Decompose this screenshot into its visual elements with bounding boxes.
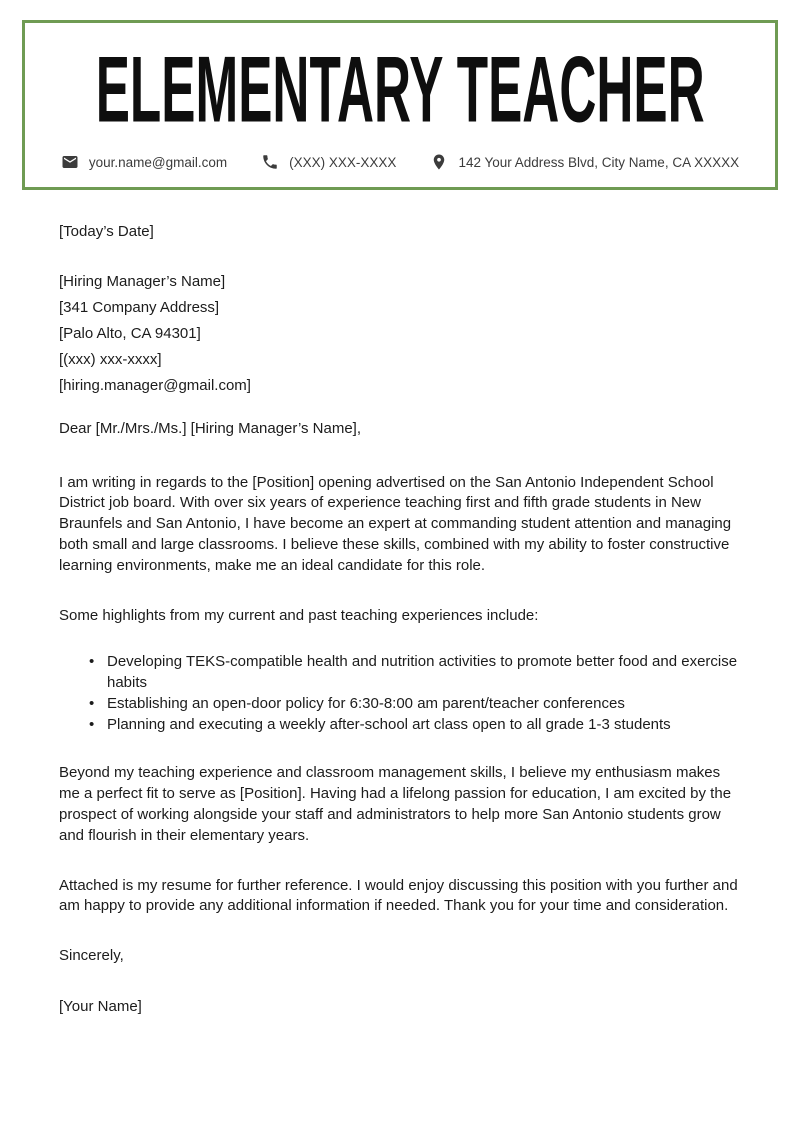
highlights-list bbox=[59, 651, 742, 735]
salutation: Dear [Mr./Mrs./Ms.] [Hiring Manager’s Name], bbox=[59, 419, 362, 437]
recipient-company-address: [341 Company Address] bbox=[59, 298, 220, 316]
contact-email bbox=[61, 153, 227, 171]
contact-address bbox=[430, 153, 739, 171]
page-title bbox=[0, 38, 800, 143]
date-line: [Today’s Date] bbox=[59, 223, 154, 240]
recipient-city-state-zip: [Palo Alto, CA 94301] bbox=[59, 324, 201, 342]
envelope-icon bbox=[61, 153, 79, 171]
phone-icon bbox=[261, 153, 279, 171]
paragraph-closing: Attached is my resume for further reference. I would enjoy discussing this position with you further and am happy to provide any additional information if needed. Thank you for your time and consideration. bbox=[59, 876, 738, 915]
header-banner bbox=[22, 20, 778, 190]
recipient-email: [hiring.manager@gmail.com] bbox=[59, 376, 251, 394]
highlight-item: • Planning and executing a weekly after-school art class open to all grade 1-3 students bbox=[107, 714, 742, 735]
highlight-item: • Establishing an open-door policy for 6:30-8:00 am parent/teacher conferences bbox=[107, 693, 742, 714]
recipient-name: [Hiring Manager’s Name] bbox=[59, 272, 226, 290]
contact-phone-text: (XXX) XXX-XXXX bbox=[289, 154, 397, 170]
valediction: Sincerely, bbox=[59, 947, 124, 965]
paragraph-beyond: Beyond my teaching experience and classroom management skills, I believe my enthusiasm makes me a perfect fit to serve as [Position]. Having had a lifelong passion for education, I am excited by the prospect of working alongside your staff and administrators to help more San Antonio students grow and flourish in their elementary years. bbox=[59, 764, 732, 844]
recipient-block bbox=[59, 269, 742, 399]
signature-placeholder: [Your Name] bbox=[59, 997, 142, 1015]
paragraph-highlights-intro: Some highlights from my current and past teaching experiences include: bbox=[59, 606, 539, 624]
location-pin-icon bbox=[430, 153, 448, 171]
recipient-phone: [(xxx) xxx-xxxx] bbox=[59, 350, 162, 368]
contact-address-text: 142 Your Address Blvd, City Name, CA XXXXX bbox=[458, 154, 740, 170]
letter-body bbox=[59, 222, 742, 1018]
contact-phone bbox=[261, 153, 396, 171]
page-title-text: ELEMENTARY TEACHER bbox=[95, 38, 705, 143]
contact-row bbox=[61, 153, 739, 171]
contact-email-text: your.name@gmail.com bbox=[88, 154, 228, 170]
paragraph-intro: I am writing in regards to the [Position] opening advertised on the San Antonio Independent School District job board. With over six years of experience teaching first and fifth grade students in New Braunfels and San Antonio, I have become an expert at commanding student attention and managing both small and large classrooms. I believe these skills, combined with my ability to foster constructive learning environments, make me an ideal candidate for this role. bbox=[59, 473, 732, 574]
highlight-item: • Developing TEKS-compatible health and nutrition activities to promote better food and exercise habits bbox=[107, 651, 742, 693]
